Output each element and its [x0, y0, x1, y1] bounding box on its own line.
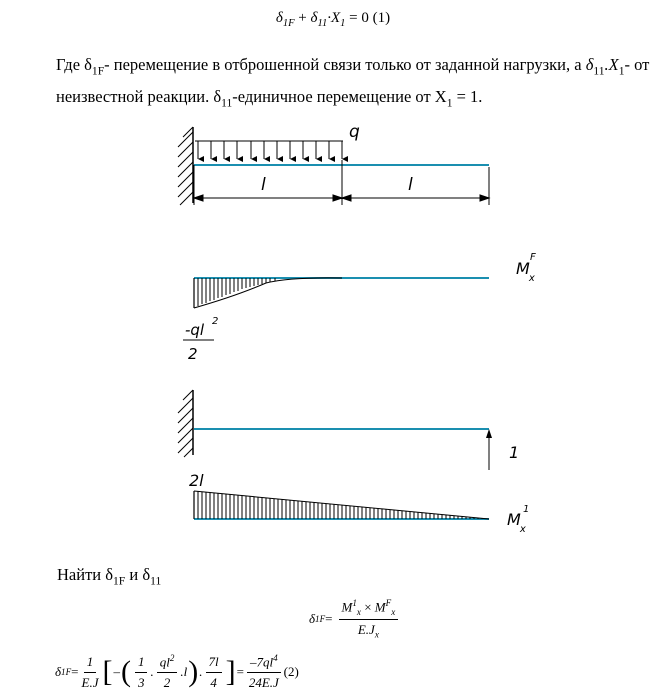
text-run: = 1. [452, 87, 483, 107]
span-dimensions [194, 160, 489, 205]
subscript: 1 [446, 97, 453, 110]
text-run: - перемещение в отброшенной связи только от заданной нагрузки, а [104, 55, 586, 74]
equation-2 [55, 653, 299, 691]
text-run: и [125, 565, 143, 584]
moment-1-value: 2l [189, 471, 204, 490]
equation-rhs: = 0 (1) [345, 10, 391, 26]
numerator: $M^1_x \times M^F_x$ [339, 598, 399, 620]
minus-sign: – [113, 664, 120, 680]
fraction-one-third: $\frac{1}{3}$ [135, 654, 148, 691]
delta-symbol: δ [105, 565, 114, 584]
multiply-sign: · [327, 10, 331, 26]
fraction-result: $\frac{-7ql^4}{24E.J}$ [248, 653, 279, 691]
text-run: -единичное перемещение от X [232, 87, 447, 107]
text-run: Найти [57, 565, 106, 584]
open-paren: ( [120, 655, 131, 689]
variable-x: X [330, 10, 341, 26]
text-run: Где δ [56, 55, 92, 74]
delta-symbol: δ [55, 664, 62, 680]
subscript: 1F [113, 575, 126, 588]
mohr-formula [309, 598, 398, 640]
denominator: $E.J_x$ [357, 621, 379, 640]
fraction-1-over-EJ: $\frac{1}{E.J}$ [81, 653, 99, 690]
span1-label: l [261, 175, 266, 195]
delta-symbol: δ [585, 55, 594, 74]
close-paren: ) [188, 655, 199, 689]
unit-force-arrow [486, 429, 492, 470]
dot-l: .l [180, 664, 188, 680]
delta-symbol: δ [142, 565, 151, 584]
moment-diagram-1 [189, 471, 529, 535]
equals-sign: = [71, 664, 79, 680]
delta-symbol: δ [310, 10, 318, 26]
moment-F-superscript: F [530, 252, 536, 263]
text-run: - от неизвестной реакции. δ [56, 55, 650, 107]
fraction [339, 598, 399, 640]
fixed-support-bottom [178, 390, 193, 457]
open-bracket: [ [102, 655, 113, 689]
subscript: 1F [61, 667, 72, 678]
variable-x: .X [604, 55, 619, 74]
subscript: 1 [340, 18, 346, 29]
moment-1-superscript: 1 [523, 504, 530, 515]
subscript: 11 [317, 18, 328, 29]
equation-number: (2) [283, 664, 299, 680]
subscript: 11 [221, 97, 233, 110]
moment-F-value-denominator: 2 [188, 345, 198, 363]
fixed-support-top [178, 127, 193, 205]
dot: . [150, 664, 154, 680]
moment-diagram-F [183, 252, 536, 363]
find-line [57, 565, 161, 587]
fraction-7l-over-4: $\frac{7l}{4}$ [206, 654, 222, 691]
moment-F-value-exponent: 2 [212, 316, 219, 327]
subscript: 11 [593, 65, 605, 78]
equals-sign: = [236, 664, 244, 680]
moment-F-value-numerator: -ql [185, 321, 205, 339]
delta-symbol: δ [309, 610, 316, 626]
close-bracket: ] [225, 655, 236, 689]
subscript: 1F [91, 65, 105, 78]
dot: . [199, 664, 203, 680]
fraction-ql2-over-2: $\frac{ql^2}{2}$ [157, 653, 178, 691]
moment-1-label: Mx [507, 510, 526, 535]
moment-F-label: Mx [516, 259, 535, 284]
load-label: q [349, 122, 360, 142]
subscript: 11 [150, 575, 162, 588]
equals-sign: = [325, 610, 333, 626]
subscript: 1F [315, 613, 326, 624]
plus-sign: + [294, 10, 311, 26]
span2-label: l [408, 175, 413, 195]
unit-force-label: 1 [509, 443, 520, 462]
subscript: 1 [618, 65, 625, 78]
subscript: 1F [282, 18, 295, 29]
delta-symbol: δ [275, 10, 283, 26]
distributed-load [195, 122, 360, 159]
